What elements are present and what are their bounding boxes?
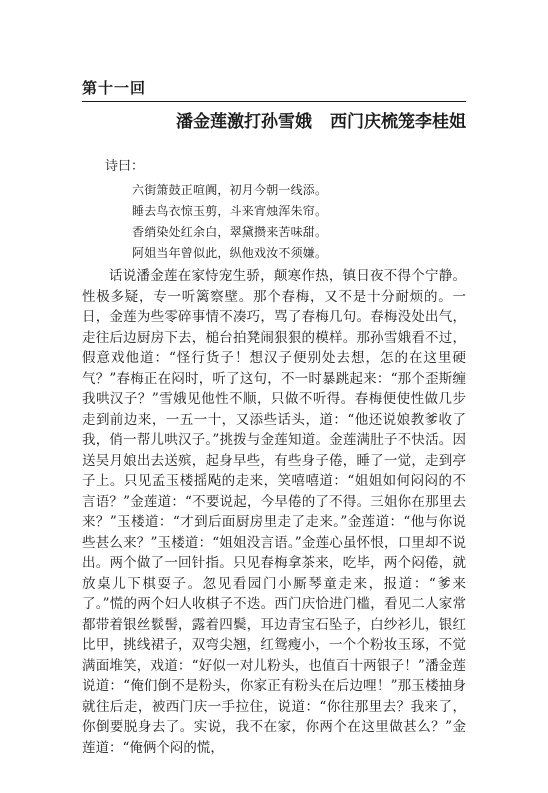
chapter-number: 第十一回 — [82, 79, 147, 97]
chapter-title-part1: 潘金莲激打孙雪娥 — [176, 112, 312, 132]
poem-line: 睡去鸟衣惊玉剪，斗来宵烛浑朱帘。 — [132, 204, 328, 218]
poem-intro: 诗曰： — [105, 159, 145, 174]
body-paragraph: 话说潘金莲在家恃宠生骄，颠寒作热，镇日夜不得个宁静。性极多疑，专一听篱察壁。那个春梅，又不是十分耐烦的。一日，金莲为些零碎事情不凑巧，骂了春梅几句。春梅没处出气，走往后边厨房下去，槌台拍凳闹狠狠的模样。那孙雪娥看不过，假意戏他道：“怪行货子！想汉子便别处去想，怎的在这里硬气？”春梅正在闷时，听了这句，不一时暴跳起来：“那个歪斯缠我哄汉子？”雪娥见他性不顺，只做不听得。春梅便使性做几步走到前边来，一五一十，又添些话头，道：“他还说娘教爹收了我，俏一帮儿哄汉子。”挑拨与金莲知道。金莲满肚子不快活。因送吴月娘出去送殡，起身早些，有些身子倦，睡了一觉，走到亭子上。只见孟玉楼摇飐的走来，笑嘻嘻道：“姐姐如何闷闷的不言语？”金莲道：“不要说起，今早倦的了不得。三姐你在那里去来？”玉楼道：“才到后面厨房里走了走来。”金莲道：“他与你说些甚么来？”玉楼道：“姐姐没言语。”金莲心虽怀恨，口里却不说出。两个做了一回针指。只见春梅拿茶来，吃毕，两个闷倦，就放桌儿下棋耍子。忽见看园门小厮琴童走来，报道：“爹来了。”慌的两个妇人收棋子不迭。西门庆恰进门槛，看见二人家常都带着银丝䯼髻，露着四鬓，耳边青宝石坠子，白纱衫儿，银红比甲，挑线裙子，双弯尖翘，红鸳瘦小，一个个粉妆玉琢，不觉满面堆笑，戏道：“好似一对儿粉头，也值百十两银子！”潘金莲说道：“俺们倒不是粉头，你家正有粉头在后边哩！”那玉楼抽身就往后走，被西门庆一手拉住，说道：“你往那里去？我来了，你倒要脱身去了。实说，我不在家，你两个在这里做甚么？”金莲道：“俺俩个闷的慌， — [82, 268, 466, 756]
header-rule — [82, 101, 466, 102]
chapter-title-part2: 西门庆梳笼李桂姐 — [330, 112, 466, 132]
chapter-title — [176, 110, 466, 134]
poem-line: 香绡染处红余白，翠黛攒来苦味甜。 — [132, 225, 328, 239]
poem-line: 六街箫鼓正喧阗，初月今朝一线添。 — [132, 183, 328, 197]
poem — [132, 180, 327, 264]
poem-line: 阿姐当年曾似此，纵他戏汝不须嫌。 — [132, 246, 328, 260]
